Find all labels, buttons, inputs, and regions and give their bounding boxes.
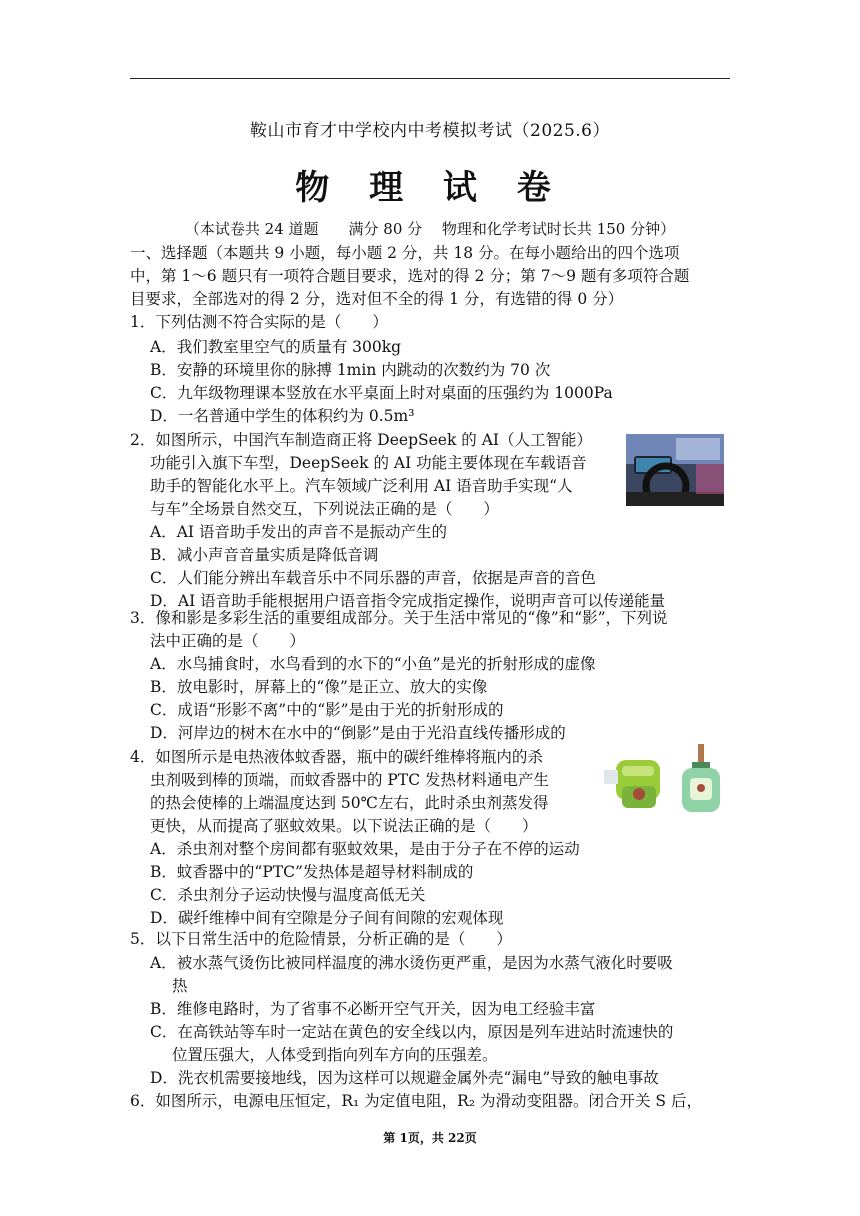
question-4-stem-line-4: 更快，从而提高了驱蚊效果。以下说法正确的是（ ） <box>150 817 538 835</box>
question-4-option-b: B．蚊香器中的“PTC”发热体是超导材料制成的 <box>150 863 474 881</box>
question-2-option-d: D．AI 语音助手能根据用户语音指令完成指定操作，说明声音可以传递能量 <box>150 592 666 610</box>
question-5-option-d: D．洗衣机需要接地线，因为这样可以规避金属外壳“漏电”导致的触电事故 <box>150 1069 659 1087</box>
question-3-option-d: D．河岸边的树木在水中的“倒影”是由于光沿直线传播形成的 <box>150 724 566 742</box>
question-3-option-b: B．放电影时，屏幕上的“像”是正立、放大的实像 <box>150 678 488 696</box>
section-instructions-line-3: 目要求，全部选对的得 2 分，选对但不全的得 1 分，有选错的得 0 分） <box>130 290 624 308</box>
question-1-stem: 1．下列估测不符合实际的是（ ） <box>130 313 388 331</box>
question-1-option-a: A．我们教室里空气的质量有 300kg <box>150 338 402 356</box>
exam-school-line: 鞍山市育才中学校内中考模拟考试（2025.6） <box>250 121 610 141</box>
question-3-stem-line-2: 法中正确的是（ ） <box>150 632 306 650</box>
question-4-stem-line-1: 4．如图所示是电热液体蚊香器，瓶中的碳纤维棒将瓶内的杀 <box>130 748 543 766</box>
question-3-option-c: C．成语“形影不离”中的“影”是由于光的折射形成的 <box>150 701 504 719</box>
question-6-stem-line-1: 6．如图所示，电源电压恒定，R₁ 为定值电阻，R₂ 为滑动变阻器。闭合开关 S 后， <box>130 1092 702 1110</box>
question-1-option-c: C．九年级物理课本竖放在水平桌面上时对桌面的压强约为 1000Pa <box>150 384 613 402</box>
section-instructions-line-2: 中，第 1～6 题只有一项符合题目要求，选对的得 2 分；第 7～9 题有多项符合题 <box>130 267 690 285</box>
question-4-option-a: A．杀虫剂对整个房间都有驱蚊效果，是由于分子在不停的运动 <box>150 840 580 858</box>
question-2-stem-line-1: 2．如图所示，中国汽车制造商正将 DeepSeek 的 AI（人工智能） <box>130 431 593 449</box>
question-2-stem-line-4: 与车”全场景自然交互，下列说法正确的是（ ） <box>150 500 499 518</box>
question-5-option-a-line-2: 热 <box>172 977 188 995</box>
question-5-option-c-line-1: C．在高铁站等车时一定站在黄色的安全线以内，原因是列车进站时流速快的 <box>150 1023 674 1041</box>
question-5-option-c-line-2: 位置压强大，人体受到指向列车方向的压强差。 <box>172 1046 498 1064</box>
question-4-stem-line-3: 的热会使棒的上端温度达到 50℃左右，此时杀虫剂蒸发得 <box>150 794 549 812</box>
question-2-stem-line-2: 功能引入旗下车型，DeepSeek 的 AI 功能主要体现在车载语音 <box>150 454 587 472</box>
question-2-option-b: B．减小声音音量实质是降低音调 <box>150 546 379 564</box>
question-1-option-b: B．安静的环境里你的脉搏 1min 内跳动的次数约为 70 次 <box>150 361 551 379</box>
question-5-option-a-line-1: A．被水蒸气烫伤比被同样温度的沸水烫伤更严重，是因为水蒸气液化时要吸 <box>150 954 673 972</box>
car-interior-image <box>626 434 724 506</box>
question-2-option-c: C．人们能分辨出车载音乐中不同乐器的声音，依据是声音的音色 <box>150 569 596 587</box>
question-4-option-c: C．杀虫剂分子运动快慢与温度高低无关 <box>150 886 426 904</box>
question-1-option-d: D．一名普通中学生的体积约为 0.5m³ <box>150 407 415 425</box>
question-4-stem-line-2: 虫剂吸到棒的顶端，而蚊香器中的 PTC 发热材料通电产生 <box>150 771 549 789</box>
question-3-stem-line-1: 3．像和影是多彩生活的重要组成部分。关于生活中常见的“像”和“影”，下列说 <box>130 609 668 627</box>
top-rule <box>130 78 730 79</box>
question-3-option-a: A．水鸟捕食时，水鸟看到的水下的“小鱼”是光的折射形成的虚像 <box>150 655 596 673</box>
question-4-option-d: D．碳纤维棒中间有空隙是分子间有间隙的宏观体现 <box>150 909 504 927</box>
page-footer: 第 1页，共 22页 <box>383 1131 477 1145</box>
section-instructions-line-1: 一、选择题（本题共 9 小题，每小题 2 分，共 18 分。在每小题给出的四个选项 <box>130 244 680 262</box>
question-2-option-a: A．AI 语音助手发出的声音不是振动产生的 <box>150 523 447 541</box>
mosquito-repellent-image <box>604 742 728 816</box>
question-5-stem: 5．以下日常生活中的危险情景，分析正确的是（ ） <box>130 930 512 948</box>
question-2-stem-line-3: 助手的智能化水平上。汽车领域广泛利用 AI 语音助手实现“人 <box>150 477 573 495</box>
question-5-option-b: B．维修电路时，为了省事不必断开空气开关，因为电工经验丰富 <box>150 1000 596 1018</box>
exam-info: （本试卷共 24 道题 满分 80 分 物理和化学考试时长共 150 分钟） <box>184 220 676 238</box>
page-title: 物 理 试 卷 <box>295 168 565 208</box>
